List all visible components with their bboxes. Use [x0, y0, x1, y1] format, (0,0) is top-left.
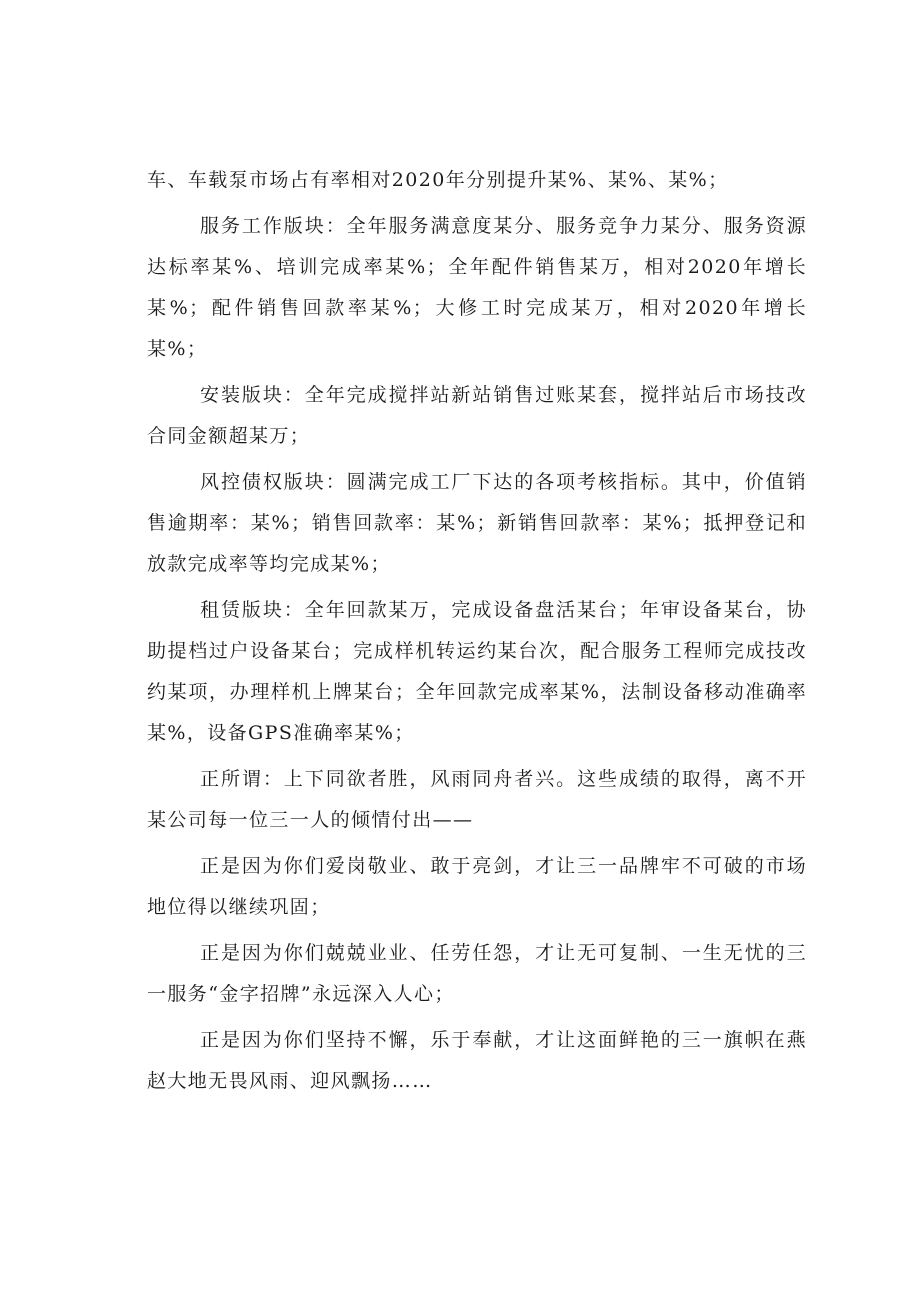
paragraph-saying: 正所谓：上下同欲者胜，风雨同舟者兴。这些成绩的取得，离不开某公司每一位三一人的倾情付出—— — [147, 768, 807, 831]
paragraph-because-3: 正是因为你们坚持不懈，乐于奉献，才让这面鲜艳的三一旗帜在燕赵大地无畏风雨、迎风飘扬…… — [147, 1029, 807, 1092]
paragraph-installation: 安装版块：全年完成搅拌站新站销售过账某套，搅拌站后市场技改合同金额超某万； — [147, 384, 807, 447]
paragraph-leasing: 租赁版块：全年回款某万，完成设备盘活某台；年审设备某台，协助提档过户设备某台；完成样机转运约某台次，配合服务工程师完成技改约某项，办理样机上牌某台；全年回款完成率某%，法制设备移动准确率某%，设备GPS准确率某%； — [147, 599, 807, 744]
paragraph-risk-control: 风控债权版块：圆满完成工厂下达的各项考核指标。其中，价值销售逾期率：某%；销售回款率：某%；新销售回款率：某%；抵押登记和放款完成率等均完成某%； — [147, 471, 807, 575]
paragraph-service: 服务工作版块：全年服务满意度某分、服务竞争力某分、服务资源达标率某%、培训完成率某%；全年配件销售某万，相对2020年增长某%；配件销售回款率某%；大修工时完成某万，相对2020年增长某%； — [147, 215, 807, 360]
document-body — [147, 160, 807, 1107]
paragraph-because-2: 正是因为你们兢兢业业、任劳任怨，才让无可复制、一生无忧的三一服务“金字招牌”永远深入人心； — [147, 942, 807, 1005]
paragraph-continuation: 车、车载泵市场占有率相对2020年分别提升某%、某%、某%； — [147, 169, 729, 191]
paragraph-because-1: 正是因为你们爱岗敬业、敢于亮剑，才让三一品牌牢不可破的市场地位得以继续巩固； — [147, 855, 807, 918]
